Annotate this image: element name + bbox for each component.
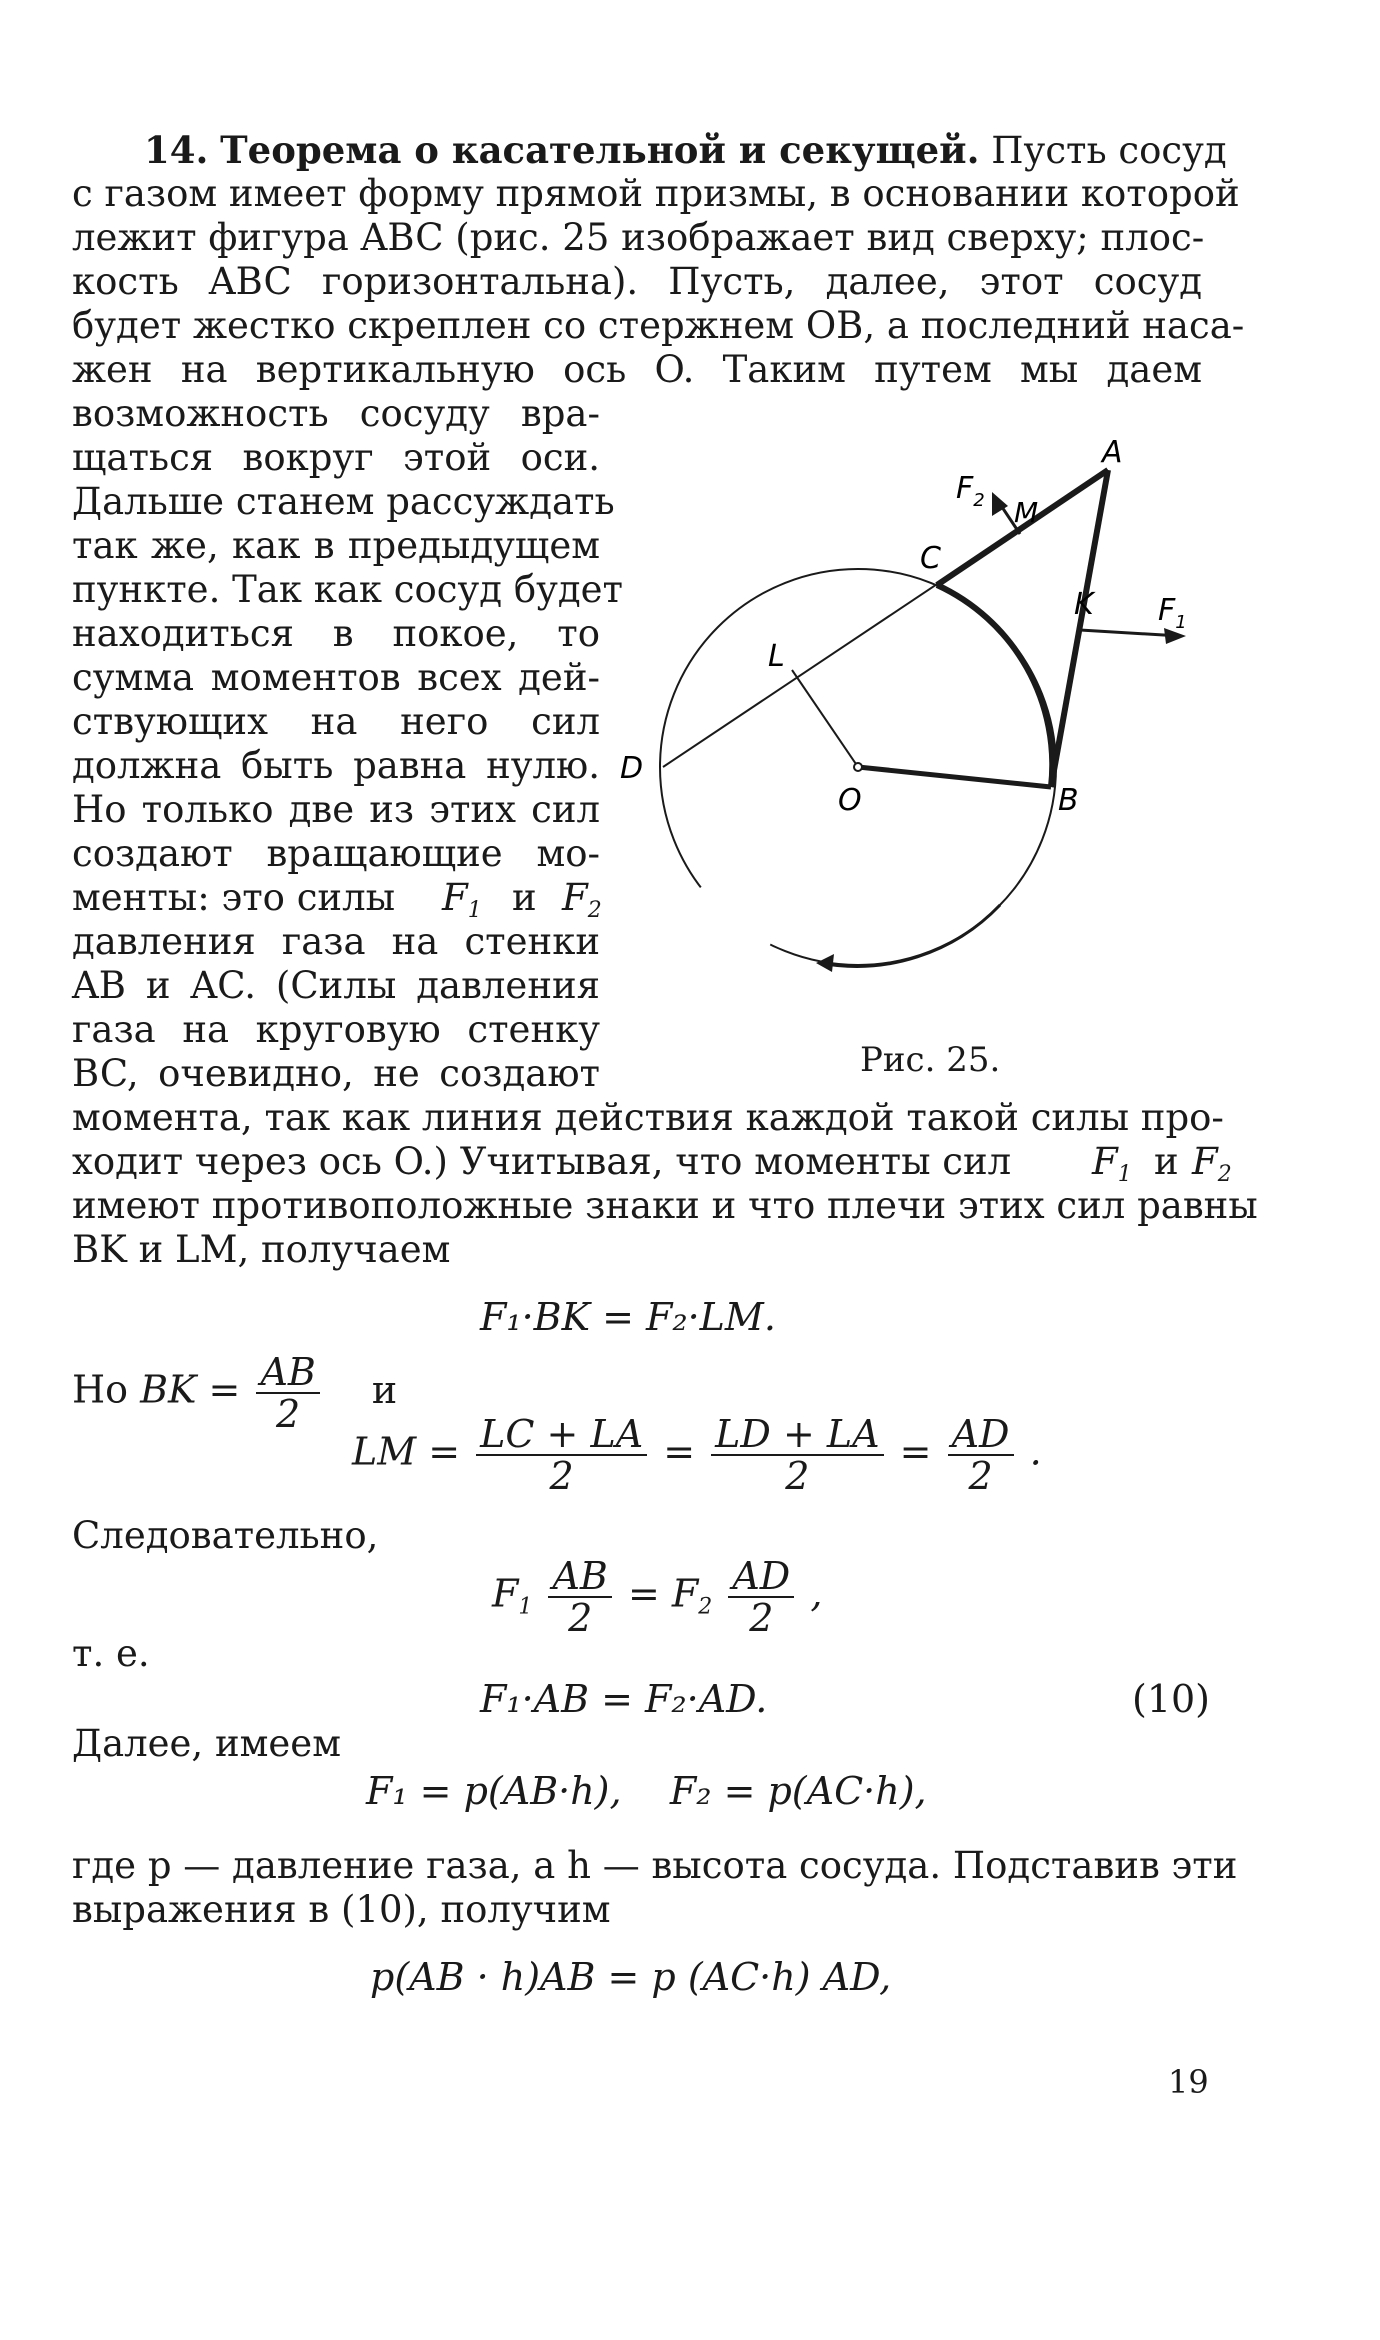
- denominator: 2: [749, 1596, 774, 1640]
- paragraph-line: [72, 1140, 1232, 1187]
- paragraph-line: возможность сосуду вра-: [72, 392, 600, 435]
- label-d: D: [620, 751, 644, 786]
- label-f1: [1158, 593, 1187, 633]
- label-a: A: [1102, 435, 1123, 470]
- denominator: 2: [968, 1454, 993, 1498]
- further-text: Далее, имеем: [72, 1722, 341, 1765]
- therefore-text: Следовательно,: [72, 1514, 379, 1557]
- paragraph-line: имеют противоположные знаки и что плечи этих сил равны: [72, 1184, 1258, 1227]
- label-f2-sub: 2: [973, 490, 985, 511]
- paragraph-line: момента, так как линия действия каждой такой силы про-: [72, 1096, 1224, 1139]
- equation-moments: F₁·BK = F₂·LM.: [480, 1295, 776, 1339]
- equation-forces: F₁ = p(AB·h), F₂ = p(AC·h),: [366, 1769, 927, 1813]
- equals-sign: =: [627, 1571, 660, 1616]
- numerator: LC + LA: [476, 1414, 647, 1456]
- and-text: и: [371, 1367, 398, 1412]
- numerator: AD: [948, 1414, 1014, 1456]
- fraction-ab-2: [548, 1556, 611, 1638]
- paragraph-line: жен на вертикальную ось O. Таким путем мы даем: [72, 348, 1202, 391]
- ie-text: т. е.: [72, 1632, 150, 1675]
- bk-lhs: BK =: [140, 1367, 241, 1412]
- numerator: AB: [256, 1352, 319, 1394]
- label-f2-letter: F: [956, 471, 974, 506]
- rod-ob: [858, 767, 1051, 787]
- paragraph-line: AB и AC. (Силы давления: [72, 964, 600, 1007]
- paragraph-line: давления газа на стенки: [72, 920, 600, 963]
- paragraph-line: BK и LM, получаем: [72, 1228, 451, 1271]
- label-c: C: [920, 541, 941, 576]
- arc-cb: [937, 585, 1052, 787]
- subscript: 2: [1217, 1162, 1232, 1187]
- subscript: 2: [698, 1594, 713, 1620]
- force-symbol: F: [1092, 1140, 1118, 1183]
- paragraph-line: должна быть равна нулю.: [72, 744, 600, 787]
- equation-lm: [352, 1414, 1042, 1496]
- paragraph-text: Пусть сосуд: [991, 129, 1227, 172]
- conjunction: и: [1154, 1140, 1179, 1183]
- label-k: K: [1074, 587, 1094, 622]
- numerator: LD + LA: [711, 1414, 883, 1456]
- perpendicular-ol: [792, 670, 858, 767]
- rotation-arrowhead: [816, 954, 834, 972]
- label-m: M: [1014, 496, 1039, 529]
- figure-caption: Рис. 25.: [860, 1040, 1001, 1080]
- label-f1-sub: 1: [1175, 612, 1187, 633]
- comma: ,: [810, 1571, 823, 1616]
- lm-lhs: LM =: [352, 1429, 461, 1474]
- equals-sign: =: [663, 1429, 696, 1474]
- fraction-ad-2: [728, 1556, 794, 1638]
- equals-sign: =: [899, 1429, 932, 1474]
- center-o: [854, 763, 862, 771]
- denominator: 2: [549, 1454, 574, 1498]
- force-symbol: F: [671, 1571, 699, 1616]
- paragraph-line: Но только две из этих сил: [72, 788, 600, 831]
- numerator: AD: [728, 1556, 794, 1598]
- force-symbol: F: [562, 876, 588, 919]
- paragraph-line: щаться вокруг этой оси.: [72, 436, 600, 479]
- equation-bk: [72, 1352, 397, 1434]
- paragraph-line: газа на круговую стенку: [72, 1008, 600, 1051]
- denominator: 2: [568, 1596, 593, 1640]
- denominator: 2: [276, 1392, 301, 1436]
- paragraph-line: [72, 876, 602, 923]
- conjunction: и: [512, 876, 537, 919]
- paragraph-line: сумма моментов всех дей-: [72, 656, 600, 699]
- paragraph-line: пункте. Так как сосуд будет: [72, 568, 624, 611]
- paragraph-line: с газом имеет форму прямой призмы, в основании которой: [72, 172, 1240, 215]
- paragraph-line: так же, как в предыдущем: [72, 524, 600, 567]
- paragraph-line: Дальше станем рассуждать: [72, 480, 615, 523]
- subscript: 2: [587, 898, 602, 923]
- paragraph-line: ствующих на него сил: [72, 700, 600, 743]
- numerator: AB: [548, 1556, 611, 1598]
- force-symbol: F: [442, 876, 468, 919]
- paragraph-line: BC, очевидно, не создают: [72, 1052, 600, 1095]
- page-number: 19: [1168, 2063, 1209, 2101]
- paragraph-line: находиться в покое, то: [72, 612, 600, 655]
- paragraph-line: где p — давление газа, а h — высота сосуда. Подставив эти: [72, 1844, 1238, 1887]
- equation-10: F₁·AB = F₂·AD.: [480, 1677, 768, 1721]
- fraction-lc-la: [476, 1414, 647, 1496]
- paragraph-line: лежит фигура ABC (рис. 25 изображает вид сверху; плос-: [72, 216, 1205, 259]
- paragraph-line: выражения в (10), получим: [72, 1888, 611, 1931]
- paragraph-text: ходит через ось O.) Учитывая, что моменты сил: [72, 1140, 1012, 1183]
- period: .: [1029, 1429, 1042, 1474]
- paragraph-line: будет жестко скреплен со стержнем OB, а последний наса-: [72, 304, 1245, 347]
- force-symbol: F: [1192, 1140, 1218, 1183]
- paragraph-text: менты: это силы: [72, 876, 396, 919]
- paragraph-line: кость ABC горизонтальна). Пусть, далее, этот сосуд: [72, 260, 1202, 303]
- section-title: Теорема о касательной и секущей.: [220, 128, 980, 172]
- fraction-ld-la: [711, 1414, 883, 1496]
- equation-fractions: [492, 1556, 822, 1638]
- label-f2: [956, 471, 985, 511]
- subscript: 1: [518, 1594, 533, 1620]
- figure-25: [620, 430, 1220, 1070]
- label-o: O: [838, 783, 862, 818]
- equation-final: p(AB · h)AB = p (AC·h) AD,: [370, 1955, 892, 1999]
- force-symbol: F: [492, 1571, 519, 1616]
- fraction-ab-2: [256, 1352, 319, 1434]
- heading-line: [72, 128, 1227, 173]
- fraction-ad-2: [948, 1414, 1014, 1496]
- arc-gap: [700, 888, 770, 945]
- subscript: 1: [467, 898, 482, 923]
- label-f1-letter: F: [1158, 593, 1176, 628]
- paragraph-line: создают вращающие мо-: [72, 832, 600, 875]
- equation-number: (10): [1132, 1677, 1211, 1721]
- wall-ab: [1051, 470, 1108, 787]
- denominator: 2: [785, 1454, 810, 1498]
- subscript: 1: [1117, 1162, 1132, 1187]
- section-number: 14.: [144, 128, 209, 172]
- label-b: B: [1058, 783, 1079, 818]
- label-l: L: [768, 639, 785, 674]
- but-text: Но: [72, 1367, 129, 1412]
